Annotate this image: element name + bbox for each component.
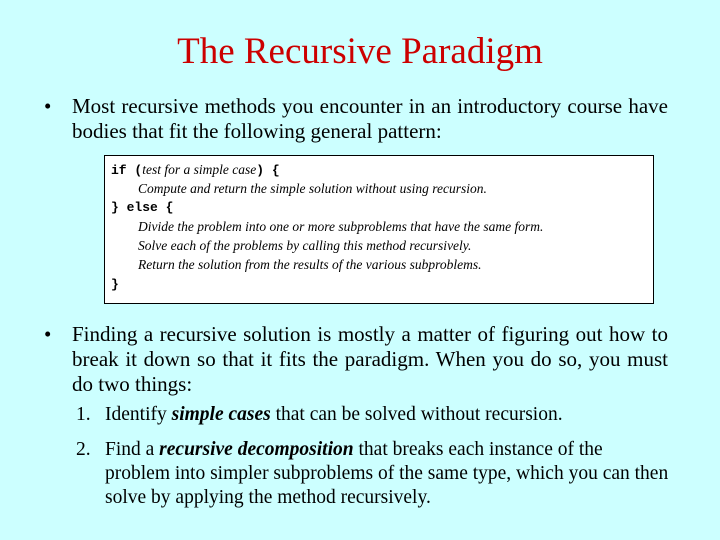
item-number: 2. xyxy=(76,439,91,460)
code-pattern-box xyxy=(104,155,654,304)
term-recursive-decomposition: recursive decomposition xyxy=(159,439,354,460)
code-divide-line: Divide the problem into one or more subproblems that have the same form. xyxy=(138,219,544,234)
bullet-marker: • xyxy=(44,322,52,346)
numbered-item-2 xyxy=(76,438,672,510)
bullet-text-2: Finding a recursive solution is mostly a matter of figuring out how to break it down so that it fits the paradigm. When you do so, you must do two things: xyxy=(72,322,668,396)
numbered-item-1 xyxy=(76,403,672,427)
bullet-marker: • xyxy=(44,94,52,118)
bullet-text-1: Most recursive methods you encounter in an introductory course have bodies that fit the following general pattern: xyxy=(72,94,668,143)
slide-title: The Recursive Paradigm xyxy=(177,31,543,72)
code-else-line: } else { xyxy=(111,200,174,215)
code-if-keyword: if ( xyxy=(111,163,143,178)
code-compute-line: Compute and return the simple solution without using recursion. xyxy=(138,181,487,196)
code-if-end: ) { xyxy=(256,163,280,178)
item-text: Identify simple cases that can be solved without recursion. xyxy=(105,404,563,425)
code-close-line: } xyxy=(111,277,119,292)
code-if-line xyxy=(111,161,280,180)
code-solve-line: Solve each of the problems by calling this method recursively. xyxy=(138,238,472,253)
code-if-condition: test for a simple case xyxy=(142,162,257,177)
bullet-point-1 xyxy=(44,94,668,144)
item-number: 1. xyxy=(76,404,91,425)
item-text: Find a recursive decomposition that breaks each instance of the problem into simpler subproblems of the same type, which you can then solve by applying the method recursively. xyxy=(105,439,669,508)
bullet-point-2 xyxy=(44,322,668,397)
code-return-line: Return the solution from the results of the various subproblems. xyxy=(138,257,482,272)
term-simple-cases: simple cases xyxy=(171,404,271,425)
